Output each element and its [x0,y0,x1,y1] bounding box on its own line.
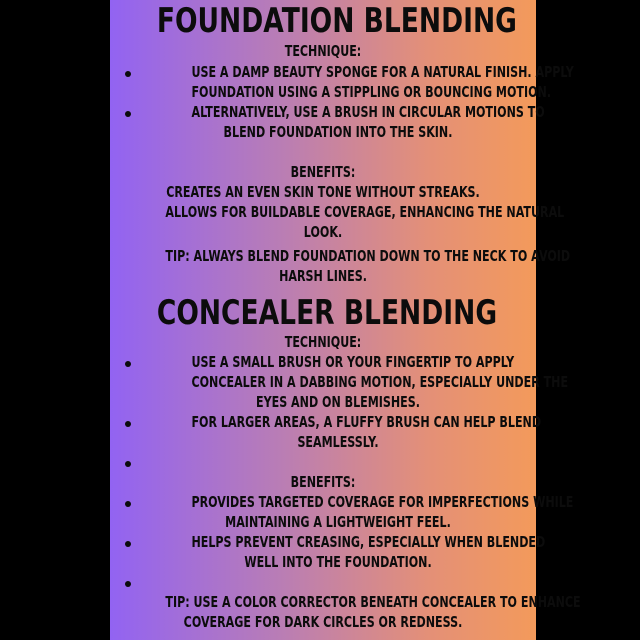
concealer-technique-line: FOR LARGER AREAS, A FLUFFY BRUSH CAN HELP BLEND [191,413,542,431]
concealer-benefits-label: BENEFITS: [290,473,356,491]
bullet-icon [123,539,133,549]
concealer-benefit-line: HELPS PREVENT CREASING, ESPECIALLY WHEN BLENDED [191,533,546,551]
concealer-tip-line: TIP: USE A COLOR CORRECTOR BENEATH CONCEALER TO ENHANCE [165,593,581,611]
foundation-title: FOUNDATION BLENDING [156,1,517,41]
bullet-icon [123,359,133,369]
bullet-icon [123,459,133,469]
foundation-benefits-label: BENEFITS: [290,163,356,181]
foundation-technique-line: USE A DAMP BEAUTY SPONGE FOR A NATURAL FINISH. APPLY [191,63,574,81]
concealer-tip-line: COVERAGE FOR DARK CIRCLES OR REDNESS. [183,613,463,631]
concealer-technique-line: CONCEALER IN A DABBING MOTION, ESPECIALLY UNDER THE [191,373,569,391]
concealer-title: CONCEALER BLENDING [156,293,498,333]
concealer-benefit-line: MAINTAINING A LIGHTWEIGHT FEEL. [225,513,451,531]
foundation-technique-line: BLEND FOUNDATION INTO THE SKIN. [223,123,453,141]
bullet-icon [123,499,133,509]
foundation-technique-line: ALTERNATIVELY, USE A BRUSH IN CIRCULAR MOTIONS TO [191,103,545,121]
concealer-technique-line: SEAMLESSLY. [297,433,379,451]
concealer-benefit-line: PROVIDES TARGETED COVERAGE FOR IMPERFECTIONS WHILE [191,493,574,511]
concealer-technique-label: TECHNIQUE: [284,333,362,351]
bullet-icon [123,419,133,429]
concealer-technique-line: USE A SMALL BRUSH OR YOUR FINGERTIP TO APPLY [191,353,515,371]
foundation-benefit-line: LOOK. [303,223,343,241]
foundation-tip-line: TIP: ALWAYS BLEND FOUNDATION DOWN TO THE NECK TO AVOID [165,247,571,265]
infographic-card [110,0,581,640]
foundation-tip-line: HARSH LINES. [279,267,367,285]
bullet-icon [123,69,133,79]
concealer-benefit-line: WELL INTO THE FOUNDATION. [244,553,432,571]
concealer-technique-line: EYES AND ON BLEMISHES. [255,393,420,411]
bullet-icon [123,109,133,119]
bullet-icon [123,579,133,589]
foundation-technique-line: FOUNDATION USING A STIPPLING OR BOUNCING MOTION. [191,83,552,101]
foundation-benefit-line: CREATES AN EVEN SKIN TONE WITHOUT STREAKS. [166,183,480,201]
foundation-technique-label: TECHNIQUE: [284,42,362,60]
foundation-benefit-line: ALLOWS FOR BUILDABLE COVERAGE, ENHANCING THE NATURAL [165,203,565,221]
